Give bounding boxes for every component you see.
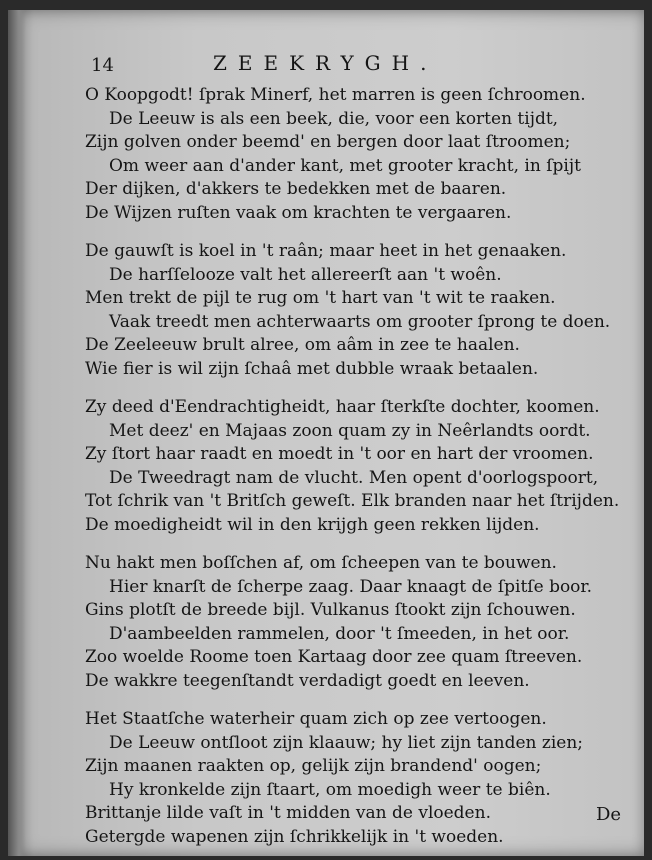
verse-line: De Leeuw ontſloot zijn klaauw; hy liet zijn tanden zien;: [109, 732, 583, 753]
verse-line: Zoo woelde Roome toen Kartaag door zee quam ſtreeven.: [85, 647, 583, 667]
catchword: De: [596, 804, 622, 825]
verse-line: De Tweedragt nam de vlucht. Men opent d'oorlogspoort,: [109, 467, 599, 488]
verse-line: Nu hakt men boſſchen af, om ſcheepen van te bouwen.: [85, 553, 557, 573]
verse-line: Men trekt de pijl te rug om 't hart van 't wit te raaken.: [85, 288, 556, 308]
verse-line: De gauwſt is koel in 't raân; maar heet in het genaaken.: [85, 241, 567, 261]
verse-line: Hier knarſt de ſcherpe zaag. Daar knaagt de ſpitſe boor.: [109, 576, 593, 597]
verse-line: Zijn golven onder beemd' en bergen door laat ſtroomen;: [85, 132, 571, 152]
stanza-1: [85, 84, 605, 225]
stanza-4: [85, 552, 605, 693]
poem-text-block: [85, 51, 620, 849]
verse-line: Brittanje lilde vaſt in 't midden van de vloeden.: [85, 803, 491, 823]
page-gutter: [8, 10, 26, 856]
stanza-5: [85, 708, 605, 849]
verse-line: Der dijken, d'akkers te bedekken met de baaren.: [85, 179, 507, 199]
verse-line: De moedigheidt wil in den krijgh geen rekken lijden.: [85, 514, 540, 535]
page-number: 14: [91, 55, 114, 76]
stanza-2: [85, 240, 611, 381]
verse-line: Tot ſchrik van 't Britſch geweſt. Elk branden naar het ſtrijden.: [85, 491, 620, 511]
verse-line: Hy kronkelde zijn ſtaart, om moedigh weer te biên.: [109, 779, 551, 800]
verse-line: De harſſelooze valt het allereerſt aan 't woên.: [109, 264, 502, 285]
verse-line: Wie fier is wil zijn ſchaâ met dubble wraak betaalen.: [85, 358, 539, 379]
verse-line: De Zeeleeuw brult alree, om aâm in zee te haalen.: [85, 335, 520, 355]
verse-line: Gins plotſt de breede bijl. Vulkanus ſtookt zijn ſchouwen.: [85, 600, 576, 620]
verse-line: Getergde wapenen zijn ſchrikkelijk in 't woeden.: [85, 826, 504, 847]
verse-line: Het Staatſche waterheir quam zich op zee vertoogen.: [85, 709, 547, 729]
verse-line: O Koopgodt! ſprak Minerf, het marren is geen ſchroomen.: [85, 85, 586, 105]
verse-line: Vaak treedt men achterwaarts om grooter ſprong te doen.: [109, 311, 611, 332]
page-header: [85, 52, 605, 80]
verse-line: De Wijzen ruſten vaak om krachten te vergaaren.: [85, 202, 512, 223]
verse-line: De wakkre teegenſtandt verdadigt goedt en leeven.: [85, 670, 530, 691]
verse-line: Om weer aan d'ander kant, met grooter kracht, in ſpijt: [109, 155, 581, 176]
verse-line: Zy deed d'Eendrachtigheidt, haar ſterkſte dochter, koomen.: [85, 397, 600, 417]
verse-line: Zy ſtort haar raadt en moedt in 't oor en hart der vroomen.: [85, 444, 594, 464]
stanza-3: [85, 396, 620, 537]
verse-line: De Leeuw is als een beek, die, voor een korten tijdt,: [109, 108, 559, 129]
verse-line: Met deez' en Majaas zoon quam zy in Neêrlandts oordt.: [109, 420, 591, 441]
running-title: ZEEKRYGH.: [213, 51, 438, 75]
verse-line: D'aambeelden rammelen, door 't ſmeeden, in het oor.: [109, 623, 570, 644]
verse-line: Zijn maanen raakten op, gelijk zijn brandend' oogen;: [85, 756, 542, 776]
